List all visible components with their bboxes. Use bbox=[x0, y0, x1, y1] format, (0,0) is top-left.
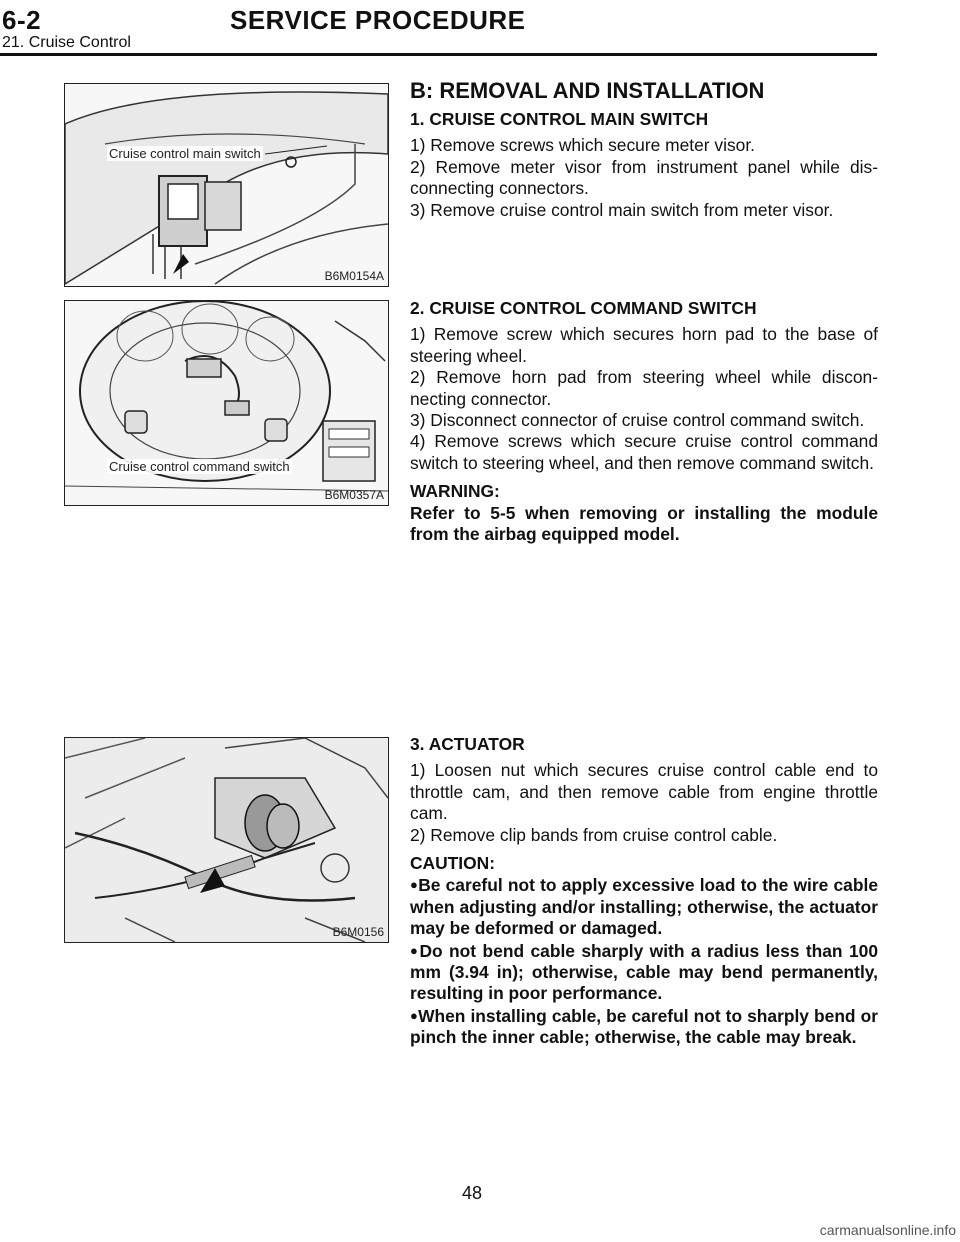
section-command-switch bbox=[410, 298, 878, 545]
caution-item-text: Be careful not to apply excessive load to the wire cable when adjusting and/or installing; otherwise, the actuator may be deformed or damaged. bbox=[410, 875, 878, 939]
figure-actuator bbox=[64, 737, 389, 943]
section-actuator bbox=[410, 734, 878, 1049]
page-header-subtitle: 21. Cruise Control bbox=[2, 34, 131, 51]
main-switch-illustration bbox=[65, 84, 388, 286]
bullet-icon: ● bbox=[410, 942, 420, 958]
procedure-step: 2) Remove horn pad from steering wheel while discon- necting connector. bbox=[410, 367, 878, 409]
procedure-step: 1) Remove screw which secures horn pad to the base of steering wheel. bbox=[410, 324, 878, 366]
warning-text: Refer to 5-5 when removing or installing the module from the airbag equipped model. bbox=[410, 502, 878, 545]
caution-item bbox=[410, 1005, 878, 1049]
figure-command-switch bbox=[64, 300, 389, 506]
figure-code: B6M0154A bbox=[324, 269, 384, 283]
page-header-title: SERVICE PROCEDURE bbox=[230, 5, 526, 35]
figure-code: B6M0357A bbox=[324, 488, 384, 502]
bullet-icon: ● bbox=[410, 1007, 419, 1023]
figure-code: B6M0156 bbox=[332, 925, 384, 939]
figure-main-switch bbox=[64, 83, 389, 287]
section-title: B: REMOVAL AND INSTALLATION bbox=[410, 78, 765, 103]
caution-label: CAUTION: bbox=[410, 853, 496, 874]
procedure-title: 3. ACTUATOR bbox=[410, 734, 525, 754]
procedure-step: 3) Disconnect connector of cruise control command switch. bbox=[410, 410, 865, 431]
procedure-step: 4) Remove screws which secure cruise control command switch to steering wheel, and then remove command switch. bbox=[410, 431, 878, 473]
watermark: carmanualsonline.info bbox=[819, 1222, 956, 1238]
figure-callout-label: Cruise control command switch bbox=[109, 459, 290, 474]
procedure-title: 2. CRUISE CONTROL COMMAND SWITCH bbox=[410, 298, 757, 318]
section-main-switch bbox=[410, 78, 878, 221]
caution-item bbox=[410, 874, 878, 939]
bullet-icon: ● bbox=[410, 877, 419, 893]
figure-callout-label: Cruise control main switch bbox=[109, 146, 261, 161]
section-code: 6-2 bbox=[2, 5, 42, 35]
procedure-step: 1) Loosen nut which secures cruise control cable end to throttle cam, and then remove cable from engine throttle cam. bbox=[410, 760, 878, 824]
caution-item-text: When installing cable, be careful not to sharply bend or pinch the inner cable; otherwise, the cable may break. bbox=[410, 1005, 878, 1048]
page-number: 48 bbox=[462, 1183, 483, 1203]
procedure-step: 1) Remove screws which secure meter visor. bbox=[410, 135, 756, 156]
caution-item-text: Do not bend cable sharply with a radius less than 100 mm (3.94 in); otherwise, cable may bend permanently, resulting in poor performance. bbox=[410, 940, 878, 1004]
procedure-step: 2) Remove meter visor from instrument panel while dis- connecting connectors. bbox=[410, 156, 878, 199]
procedure-title: 1. CRUISE CONTROL MAIN SWITCH bbox=[410, 109, 709, 129]
actuator-illustration bbox=[65, 738, 388, 942]
command-switch-illustration bbox=[65, 301, 388, 505]
procedure-step: 2) Remove clip bands from cruise control cable. bbox=[410, 824, 778, 845]
warning-label: WARNING: bbox=[410, 481, 500, 502]
header-divider bbox=[0, 53, 877, 56]
caution-item bbox=[410, 940, 878, 1005]
procedure-step: 3) Remove cruise control main switch from meter visor. bbox=[410, 199, 834, 220]
